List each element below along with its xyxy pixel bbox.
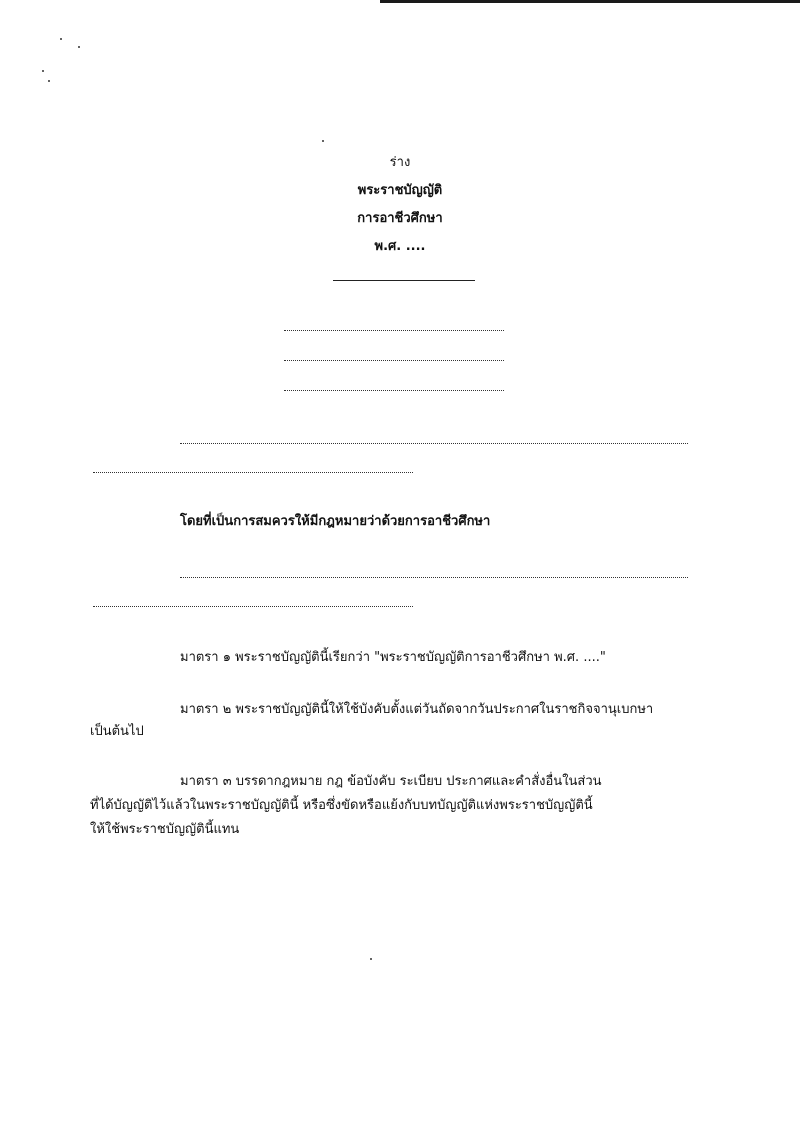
section-3-line-2: ที่ได้บัญญัติไว้แล้วในพระราชบัญญัตินี้ หรือซึ่งขัดหรือแย้งกับบทบัญญัติแห่งพระราชบัญญัตินี้: [90, 798, 593, 813]
section-2-line-1: มาตรา ๒ พระราชบัญญัตินี้ให้ใช้บังคับตั้งแต่วันถัดจากวันประกาศในราชกิจจานุเบกษา: [180, 702, 654, 717]
placeholder-line: [284, 360, 504, 361]
placeholder-line: [284, 390, 504, 391]
title-block: [0, 153, 800, 257]
act-name: การอาชีวศึกษา: [357, 211, 443, 226]
placeholder-line: [180, 577, 688, 578]
preamble: โดยที่เป็นการสมควรให้มีกฎหมายว่าด้วยการอาชีวศึกษา: [180, 514, 491, 529]
scan-speck: [42, 70, 44, 72]
placeholder-line: [180, 443, 688, 444]
placeholder-line: [93, 606, 413, 607]
act-label: พระราชบัญญัติ: [357, 183, 443, 198]
scan-speck: [322, 140, 324, 142]
section-3-line-1: มาตรา ๓ บรรดากฎหมาย กฎ ข้อบังคับ ระเบียบ ประกาศและคำสั่งอื่นในส่วน: [180, 774, 602, 789]
section-1-line-1: มาตรา ๑ พระราชบัญญัตินี้เรียกว่า "พระราชบัญญัติการอาชีวศึกษา พ.ศ. ....": [180, 650, 606, 665]
section-2-line-2: เป็นต้นไป: [90, 724, 144, 739]
section-3-line-3: ให้ใช้พระราชบัญญัตินี้แทน: [90, 822, 240, 837]
placeholder-line: [284, 330, 504, 331]
scan-speck: [48, 80, 50, 82]
draft-label: ร่าง: [389, 155, 411, 170]
scan-edge-artifact: [380, 0, 800, 3]
scan-speck: [60, 38, 62, 40]
scan-speck: [78, 46, 80, 48]
title-underline: [333, 280, 475, 281]
scan-speck: [370, 958, 372, 960]
placeholder-line: [93, 472, 413, 473]
act-year: พ.ศ. ....: [374, 239, 426, 254]
